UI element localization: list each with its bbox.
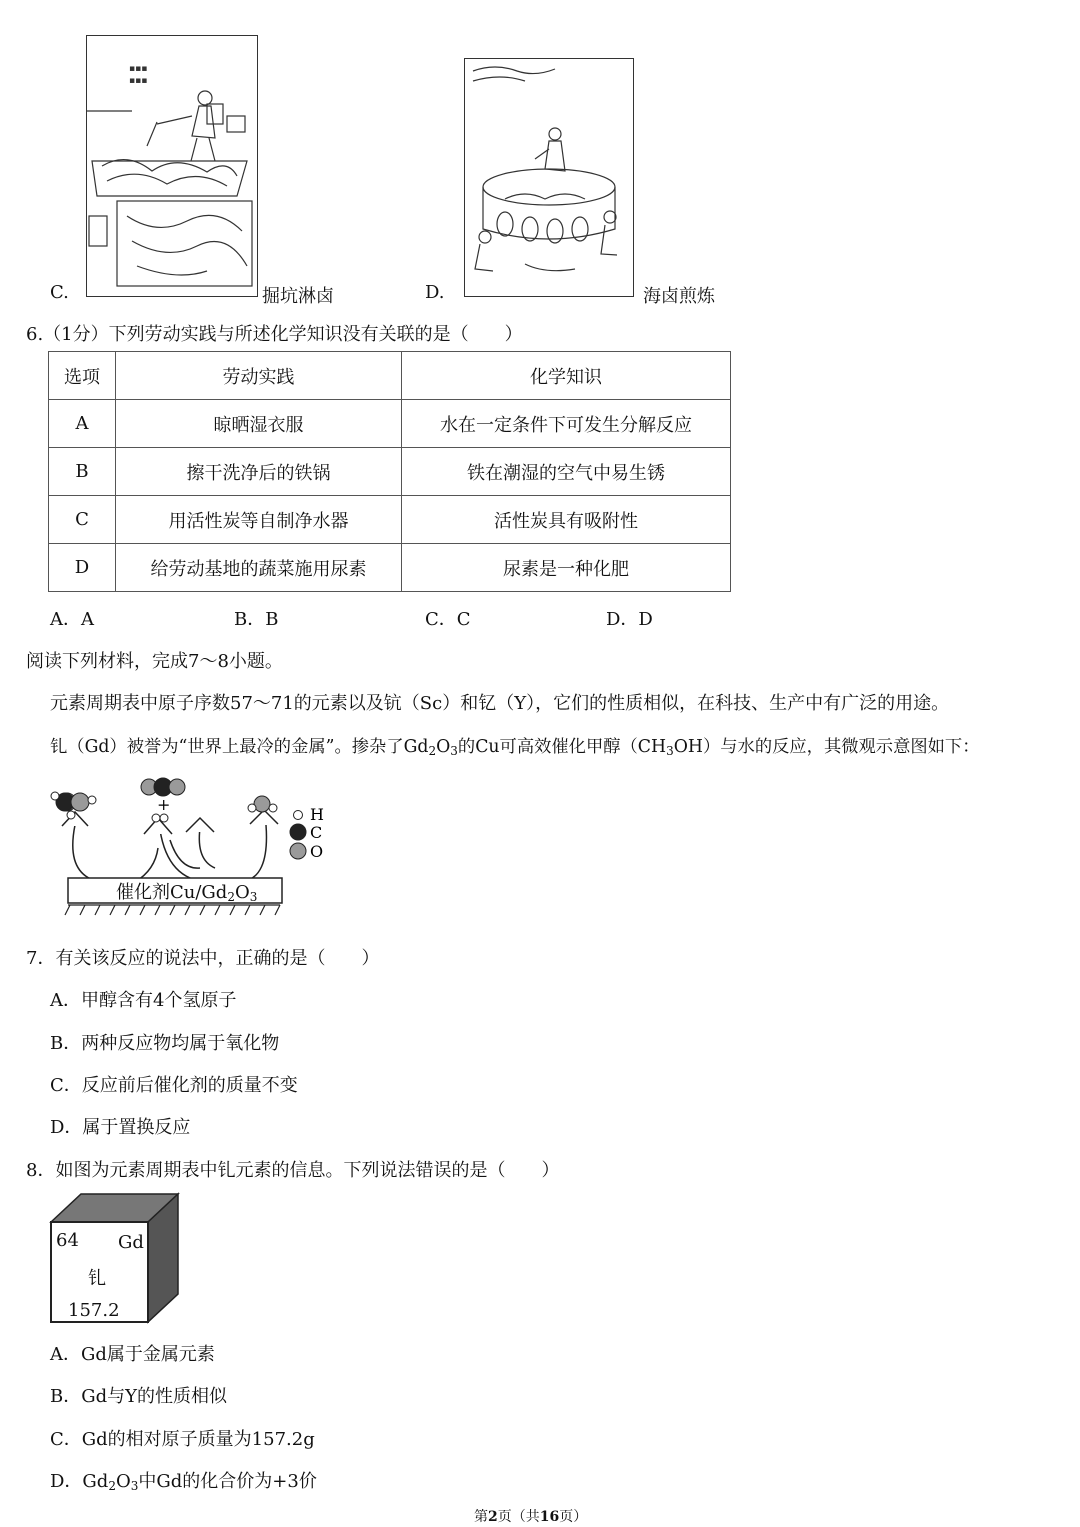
table-header: 选项 (49, 352, 116, 400)
legend-o-label: O (310, 842, 324, 861)
brine-boiling-illustration (464, 58, 634, 297)
legend-oxygen-icon (290, 843, 306, 859)
oxygen-atom-icon (169, 779, 185, 795)
hydrogen-atom-icon (160, 814, 168, 822)
question-6-stem: 6.（1分）下列劳动实践与所述化学知识没有关联的是（ ） (26, 324, 523, 345)
table-header-row (49, 352, 731, 400)
table-row (49, 544, 731, 592)
question-7-option-b: B．两种反应物均属于氧化物 (50, 1033, 280, 1054)
table-cell: A (49, 400, 116, 448)
oxygen-atom-icon (254, 796, 270, 812)
table-cell: 用活性炭等自制净水器 (116, 496, 402, 544)
catalyst-label: 催化剂$Cu/Gd_2O_3$ (116, 882, 258, 904)
table-cell: 活性炭具有吸附性 (402, 496, 731, 544)
table-cell: 晾晒湿衣服 (116, 400, 402, 448)
question-7-stem: 7．有关该反应的说法中，正确的是（ ） (26, 948, 380, 969)
svg-text:▪▪▪: ▪▪▪ (129, 64, 148, 74)
element-card-gadolinium (48, 1192, 183, 1327)
table-cell: 水在一定条件下可发生分解反应 (402, 400, 731, 448)
question-6-choice-d: D．D (606, 609, 653, 630)
option-d-letter: D. (425, 282, 445, 303)
reaction-micro-diagram (40, 770, 340, 920)
table-header: 劳动实践 (116, 352, 402, 400)
question-8-option-b: B．Gd与Y的性质相似 (50, 1386, 228, 1407)
question-8-option-a: A．Gd属于金属元素 (50, 1344, 215, 1365)
brine-boiling-drawing (465, 59, 633, 296)
element-name: 钆 (88, 1268, 106, 1289)
table-cell: D (49, 544, 116, 592)
table-header: 化学知识 (402, 352, 731, 400)
hydrogen-atom-icon (152, 814, 160, 822)
hydrogen-atom-icon (67, 811, 75, 819)
table-cell: 擦干洗净后的铁锅 (116, 448, 402, 496)
hydrogen-atom-icon (51, 792, 59, 800)
question-7-option-d: D．属于置换反应 (50, 1117, 191, 1138)
table-cell: 铁在潮湿的空气中易生锈 (402, 448, 731, 496)
question-8-option-d: D．$Gd_2O_3$中Gd的化合价为+3价 (50, 1471, 317, 1493)
legend-h-label: H (310, 805, 324, 824)
question-6-choice-a: A．A (50, 609, 94, 630)
table-cell: 尿素是一种化肥 (402, 544, 731, 592)
option-c-letter: C. (50, 282, 69, 303)
element-symbol: Gd (118, 1232, 144, 1253)
hydrogen-atom-icon (88, 796, 96, 804)
table-row (49, 496, 731, 544)
table-cell: C (49, 496, 116, 544)
table-cell: B (49, 448, 116, 496)
table-cell: 给劳动基地的蔬菜施用尿素 (116, 544, 402, 592)
atomic-mass: 157.2 (68, 1300, 120, 1321)
reading-paragraph-2: 钆（Gd）被誉为“世界上最冷的金属”。掺杂了$Gd_2O_3$的Cu可高效催化甲醇$(CH_3OH)$与水的反应，其微观示意图如下： (50, 737, 980, 758)
table-row (49, 400, 731, 448)
legend-carbon-icon (290, 824, 306, 840)
question-7-option-c: C．反应前后催化剂的质量不变 (50, 1075, 298, 1096)
reading-intro: 阅读下列材料，完成7～8小题。 (26, 651, 283, 672)
page-footer: 第2页（共16页） (474, 1509, 588, 1525)
hydrogen-atom-icon (248, 804, 256, 812)
question-6-choice-b: B．B (234, 609, 279, 630)
question-7-option-a: A．甲醇含有4个氢原子 (50, 990, 237, 1011)
question-8-option-c: C．Gd的相对原子质量为157.2g (50, 1429, 315, 1450)
question-6-choice-c: C．C (425, 609, 471, 630)
legend-c-label: C (310, 823, 323, 842)
question-6-table (48, 351, 731, 592)
salt-pit-illustration (86, 35, 258, 297)
salt-pit-drawing (87, 36, 257, 296)
table-row (49, 448, 731, 496)
question-8-stem: 8．如图为元素周期表中钆元素的信息。下列说法错误的是（ ） (26, 1160, 560, 1181)
plus-sign: + (157, 795, 171, 814)
reading-paragraph-1: 元素周期表中原子序数57～71的元素以及钪（Sc）和钇（Y），它们的性质相似，在科技、生产中有广泛的用途。 (50, 693, 950, 714)
atomic-number: 64 (56, 1230, 79, 1251)
legend-hydrogen-icon (294, 811, 303, 820)
svg-text:▪▪▪: ▪▪▪ (129, 76, 148, 86)
oxygen-atom-icon (71, 793, 89, 811)
option-c-caption: 掘坑淋卤 (262, 286, 334, 307)
option-d-caption: 海卤煎炼 (643, 286, 715, 307)
hydrogen-atom-icon (269, 804, 277, 812)
